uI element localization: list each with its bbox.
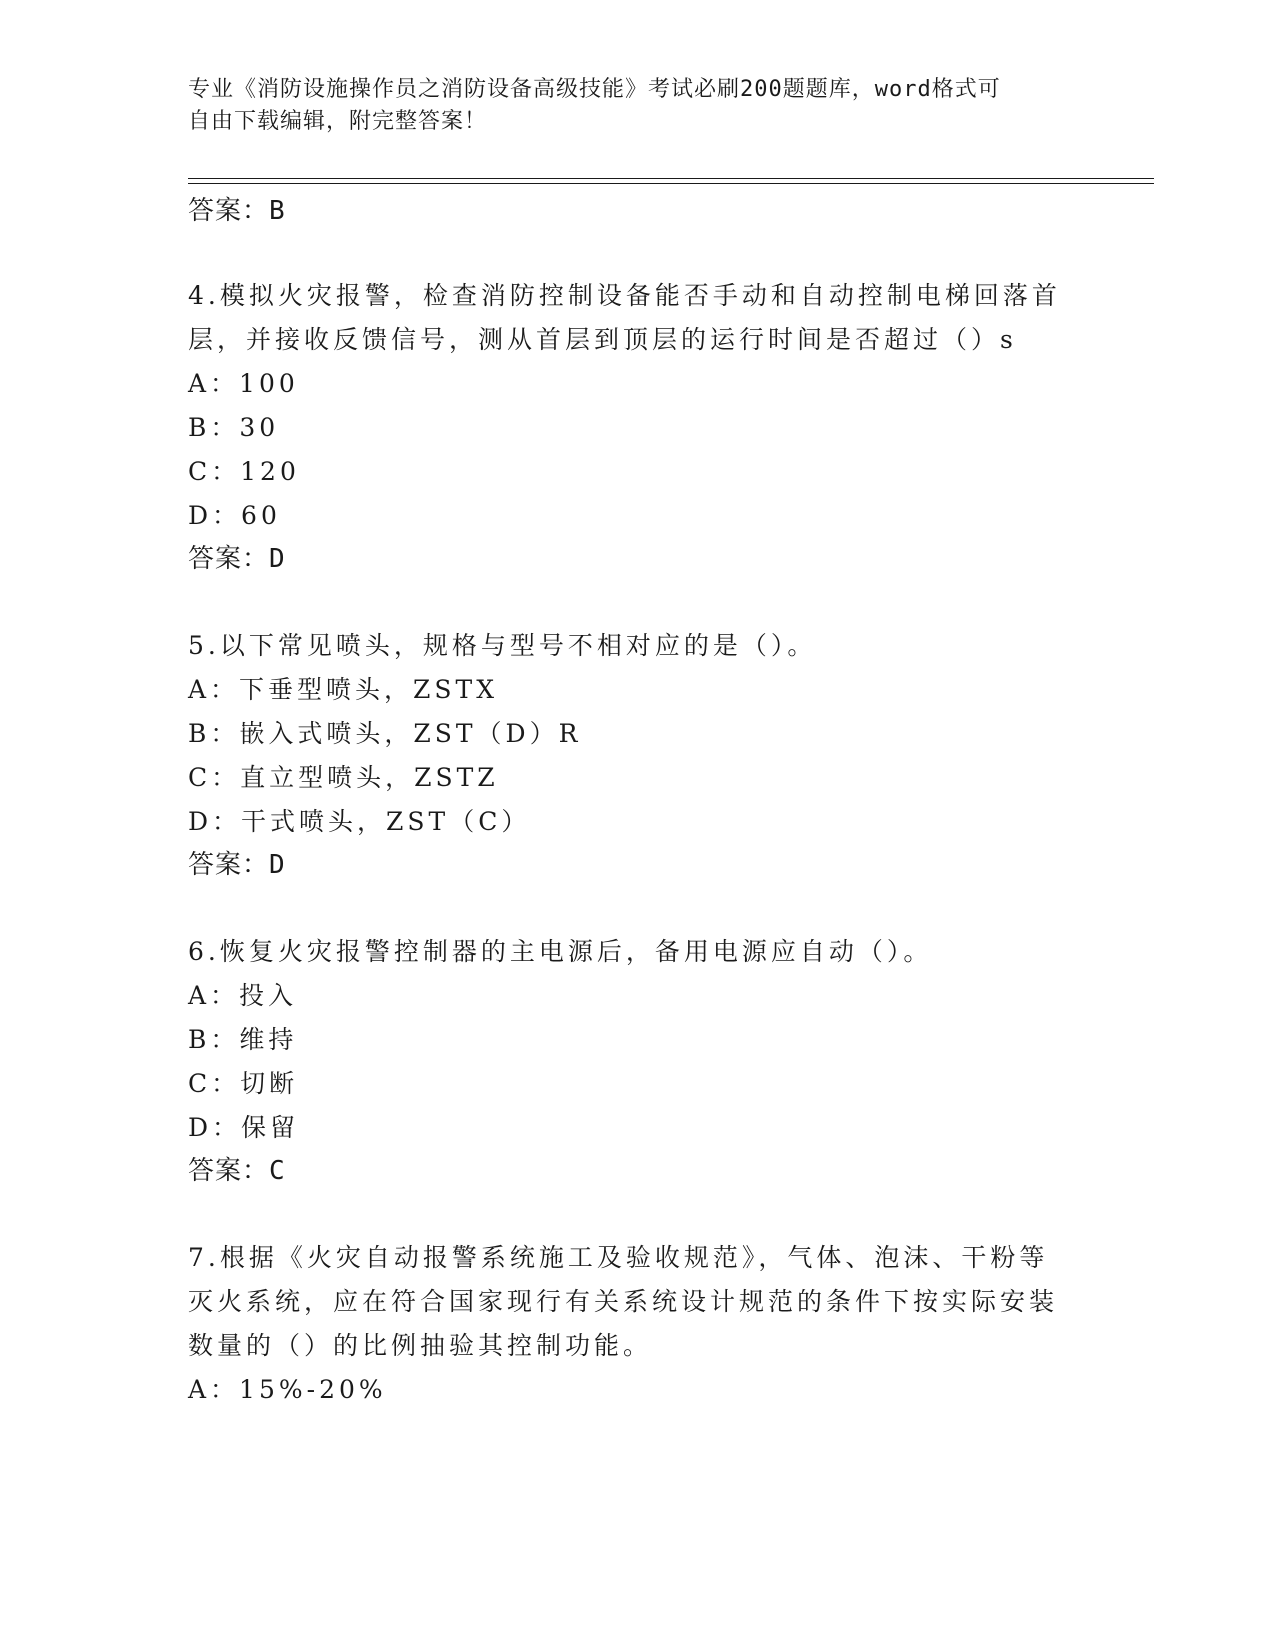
question-7-stem-line-2: 灭火系统，应在符合国家现行有关系统设计规范的条件下按实际安装	[188, 1287, 1059, 1316]
question-5-option-d: D：干式喷头，ZST（C）	[188, 807, 531, 836]
question-5-answer: 答案：D	[188, 850, 286, 880]
question-7-stem-line-1: 7.根据《火灾自动报警系统施工及验收规范》，气体、泡沫、干粉等	[188, 1243, 1049, 1272]
question-4-answer: 答案：D	[188, 544, 286, 574]
question-6-option-b: B：维持	[188, 1025, 298, 1054]
question-4-option-d: D：60	[188, 501, 281, 530]
question-5-stem-line-1: 5.以下常见喷头，规格与型号不相对应的是（）。	[188, 631, 817, 660]
header-divider-bottom	[188, 183, 1154, 184]
question-6-option-d: D：保留	[188, 1113, 300, 1142]
question-4-option-c: C：120	[188, 457, 300, 486]
question-4-stem-line-1: 4.模拟火灾报警，检查消防控制设备能否手动和自动控制电梯回落首	[188, 281, 1061, 310]
header-divider-top	[188, 178, 1154, 179]
question-6-stem-line-1: 6.恢复火灾报警控制器的主电源后，备用电源应自动（）。	[188, 937, 933, 966]
question-4-option-b: B：30	[188, 413, 280, 442]
question-4-stem-line-2: 层，并接收反馈信号，测从首层到顶层的运行时间是否超过（）s	[188, 325, 1017, 354]
question-6-option-a: A：投入	[188, 981, 298, 1010]
question-5-option-a: A：下垂型喷头，ZSTX	[188, 675, 499, 704]
header-line-1: 专业《消防设施操作员之消防设备高级技能》考试必刷200题题库，word格式可	[188, 77, 1001, 102]
question-6-answer: 答案：C	[188, 1156, 286, 1186]
question-7-stem-line-3: 数量的（）的比例抽验其控制功能。	[188, 1331, 653, 1360]
question-5-option-c: C：直立型喷头，ZSTZ	[188, 763, 499, 792]
document-header	[188, 74, 1068, 138]
question-5-option-b: B：嵌入式喷头，ZST（D）R	[188, 719, 582, 748]
header-line-2: 自由下载编辑，附完整答案！	[188, 109, 488, 134]
previous-answer: 答案：B	[188, 196, 286, 226]
question-4-option-a: A：100	[188, 369, 299, 398]
question-6-option-c: C：切断	[188, 1069, 299, 1098]
question-7-option-a: A：15%-20%	[188, 1375, 387, 1404]
